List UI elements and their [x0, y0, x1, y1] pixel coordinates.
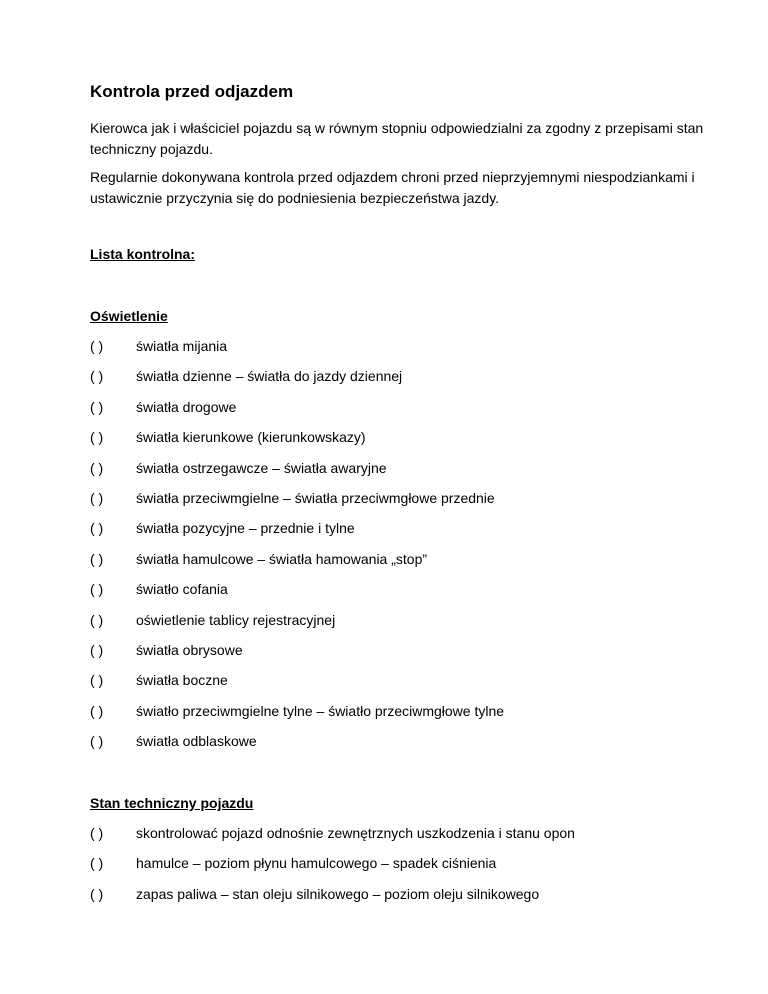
checklist-item-label: światła kierunkowe (kierunkowskazy)	[136, 429, 366, 446]
section-heading-technical-condition: Stan techniczny pojazdu	[90, 795, 254, 811]
checklist-item	[90, 733, 504, 763]
checkbox-mark[interactable]: ( )	[90, 398, 104, 415]
lighting-checklist	[90, 338, 504, 763]
checklist-item-label: światła odblaskowe	[136, 733, 257, 750]
checklist-item	[90, 886, 575, 916]
checklist-item	[90, 703, 504, 733]
checklist-item-label: światła dzienne – światła do jazdy dziennej	[136, 368, 403, 385]
checklist-item	[90, 581, 504, 611]
checklist-item-label: światło przeciwmgielne tylne – światło przeciwmgłowe tylne	[136, 702, 505, 719]
checklist-item	[90, 642, 504, 672]
page-title: Kontrola przed odjazdem	[90, 82, 294, 101]
checklist-item-label: światła pozycyjne – przednie i tylne	[136, 520, 355, 537]
checkbox-mark[interactable]: ( )	[90, 641, 104, 658]
checklist-item-label: światła obrysowe	[136, 641, 243, 658]
checkbox-mark[interactable]: ( )	[90, 338, 104, 354]
checklist-item	[90, 672, 504, 702]
checkbox-mark[interactable]: ( )	[90, 489, 104, 506]
checklist-item-label: zapas paliwa – stan oleju silnikowego – poziom oleju silnikowego	[136, 885, 540, 902]
checklist-item-label: światła hamulcowe – światła hamowania „stop”	[136, 550, 428, 567]
checklist-item	[90, 429, 504, 459]
checkbox-mark[interactable]: ( )	[90, 459, 104, 476]
checkbox-mark[interactable]: ( )	[90, 672, 104, 689]
checkbox-mark[interactable]: ( )	[90, 581, 104, 598]
checkbox-mark[interactable]: ( )	[90, 733, 104, 750]
checkbox-mark[interactable]: ( )	[90, 611, 104, 628]
checklist-item	[90, 368, 504, 398]
checkbox-mark[interactable]: ( )	[90, 702, 104, 719]
intro-paragraph-2: Regularnie dokonywana kontrola przed odjazdem chroni przed nieprzyjemnymi niespodziankami i ustawicznie przyczynia się do podniesienia bezpieczeństwa jazdy.	[90, 169, 695, 206]
checkbox-mark[interactable]: ( )	[90, 368, 104, 385]
checklist-item	[90, 490, 504, 520]
checklist-item-label: skontrolować pojazd odnośnie zewnętrznych uszkodzenia i stanu opon	[136, 825, 575, 841]
checkbox-mark[interactable]: ( )	[90, 855, 104, 872]
checklist-item-label: światła drogowe	[136, 398, 237, 415]
checklist-item-label: światła przeciwmgielne – światła przeciwmgłowe przednie	[136, 489, 495, 506]
checklist-item	[90, 338, 504, 368]
checklist-item	[90, 520, 504, 550]
checkbox-mark[interactable]: ( )	[90, 429, 104, 446]
checklist-item-label: światła boczne	[136, 672, 228, 689]
checklist-item	[90, 825, 575, 855]
checkbox-mark[interactable]: ( )	[90, 885, 104, 902]
checkbox-mark[interactable]: ( )	[90, 825, 104, 841]
checklist-item	[90, 855, 575, 885]
checklist-item-label: hamulce – poziom płynu hamulcowego – spadek ciśnienia	[136, 855, 497, 872]
checklist-item	[90, 399, 504, 429]
checklist-heading: Lista kontrolna:	[90, 246, 196, 262]
checklist-item-label: światła mijania	[136, 338, 228, 354]
checklist-item	[90, 551, 504, 581]
checklist-item-label: oświetlenie tablicy rejestracyjnej	[136, 611, 336, 628]
section-heading-lighting: Oświetlenie	[90, 308, 168, 324]
checklist-item	[90, 460, 504, 490]
intro-paragraph-1: Kierowca jak i właściciel pojazdu są w równym stopniu odpowiedzialni za zgodny z przepisami stan techniczny pojazdu.	[90, 120, 704, 157]
technical-condition-checklist	[90, 825, 575, 916]
checkbox-mark[interactable]: ( )	[90, 520, 104, 537]
checkbox-mark[interactable]: ( )	[90, 550, 104, 567]
checklist-item-label: światła ostrzegawcze – światła awaryjne	[136, 459, 387, 476]
checklist-item-label: światło cofania	[136, 581, 228, 598]
checklist-item	[90, 612, 504, 642]
